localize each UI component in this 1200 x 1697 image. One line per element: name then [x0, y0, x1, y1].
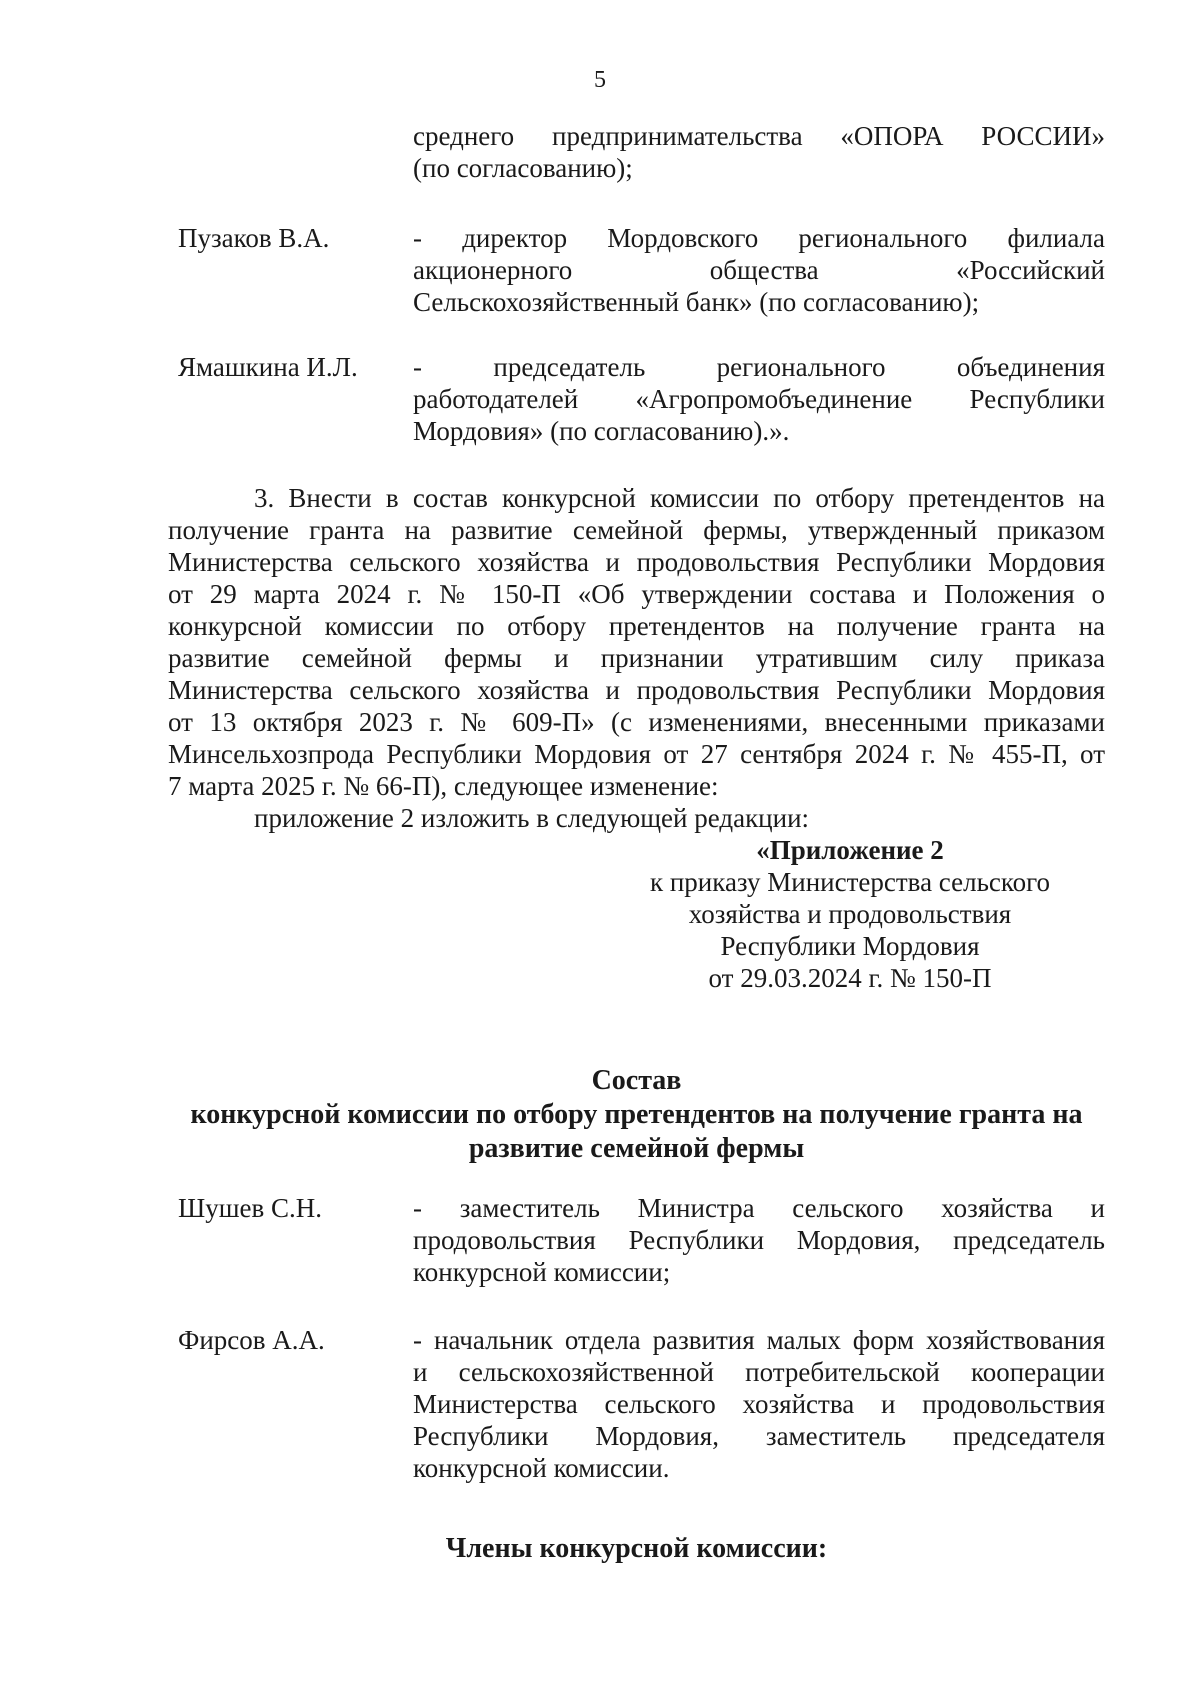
text-line: Мордовия» (по согласованию).».: [413, 416, 790, 446]
title-line: Состав: [591, 1065, 682, 1096]
continuation-text: [413, 120, 1105, 184]
text-line: 3. Внести в состав конкурсной комиссии по отбору претендентов на: [254, 483, 1105, 513]
text-line: среднего предпринимательства «ОПОРА РОССИИ»: [413, 121, 1105, 151]
text-line: конкурсной комиссии.: [413, 1453, 670, 1483]
composition-title: [168, 1064, 1105, 1166]
text-line: продовольствия Республики Мордовия, председатель: [413, 1225, 1105, 1255]
text-line: Сельскохозяйственный банк» (по согласованию);: [413, 287, 980, 317]
text-line: от 13 октября 2023 г. № 609-П» (с изменениями, внесенными приказами: [168, 707, 1105, 737]
instruction-line: приложение 2 изложить в следующей редакции:: [254, 803, 810, 833]
text-line: (по согласованию);: [413, 153, 633, 183]
text-line: - начальник отдела развития малых форм хозяйствования: [413, 1325, 1105, 1355]
member-name: Пузаков В.А.: [178, 223, 330, 253]
text-line: от 29 марта 2024 г. № 150-П «Об утверждении состава и Положения о: [168, 579, 1105, 609]
text-line: получение гранта на развитие семейной фермы, утвержденный приказом: [168, 515, 1105, 545]
text-line: работодателей «Агропромобъединение Республики: [413, 384, 1105, 414]
page-number: 5: [594, 67, 606, 93]
text-line: Министерства сельского хозяйства и продовольствия Республики Мордовия: [168, 547, 1105, 577]
appendix-title: «Приложение 2: [756, 835, 944, 865]
member-role: [413, 1324, 1105, 1484]
member-role: [413, 222, 1105, 318]
text-line: конкурсной комиссии;: [413, 1257, 671, 1287]
text-line: Республики Мордовия, заместитель председателя: [413, 1421, 1105, 1451]
appendix-line: Республики Мордовия: [720, 931, 980, 961]
member-name: Ямашкина И.Л.: [178, 352, 358, 382]
text-line: - председатель регионального объединения: [413, 352, 1105, 382]
member-role: [413, 351, 1105, 447]
appendix-line: хозяйства и продовольствия: [688, 899, 1012, 929]
appendix-line: к приказу Министерства сельского: [649, 867, 1051, 897]
text-line: Министерства сельского хозяйства и продовольствия Республики Мордовия: [168, 675, 1105, 705]
text-line: развитие семейной фермы и признании утратившим силу приказа: [168, 643, 1105, 673]
paragraph-3: [168, 482, 1105, 834]
title-line: развитие семейной фермы: [468, 1133, 805, 1164]
member-name: Шушев С.Н.: [178, 1193, 323, 1223]
title-line: конкурсной комиссии по отбору претендентов на получение гранта на: [190, 1099, 1083, 1130]
members-heading: Члены конкурсной комиссии:: [445, 1533, 828, 1564]
text-line: Минсельхозпрода Республики Мордовия от 27 сентября 2024 г. № 455-П, от: [168, 739, 1105, 769]
text-line: конкурсной комиссии по отбору претендентов на получение гранта на: [168, 611, 1105, 641]
text-line: - заместитель Министра сельского хозяйства и: [413, 1193, 1105, 1223]
text-line: 7 марта 2025 г. № 66-П), следующее изменение:: [168, 771, 719, 801]
appendix-header: [620, 834, 1080, 994]
member-name: Фирсов А.А.: [178, 1325, 325, 1355]
text-line: Министерства сельского хозяйства и продовольствия: [413, 1389, 1105, 1419]
member-role: [413, 1192, 1105, 1288]
text-line: акционерного общества «Российский: [413, 255, 1105, 285]
text-line: - директор Мордовского регионального филиала: [413, 223, 1105, 253]
text-line: и сельскохозяйственной потребительской кооперации: [413, 1357, 1105, 1387]
appendix-line: от 29.03.2024 г. № 150-П: [708, 963, 992, 993]
